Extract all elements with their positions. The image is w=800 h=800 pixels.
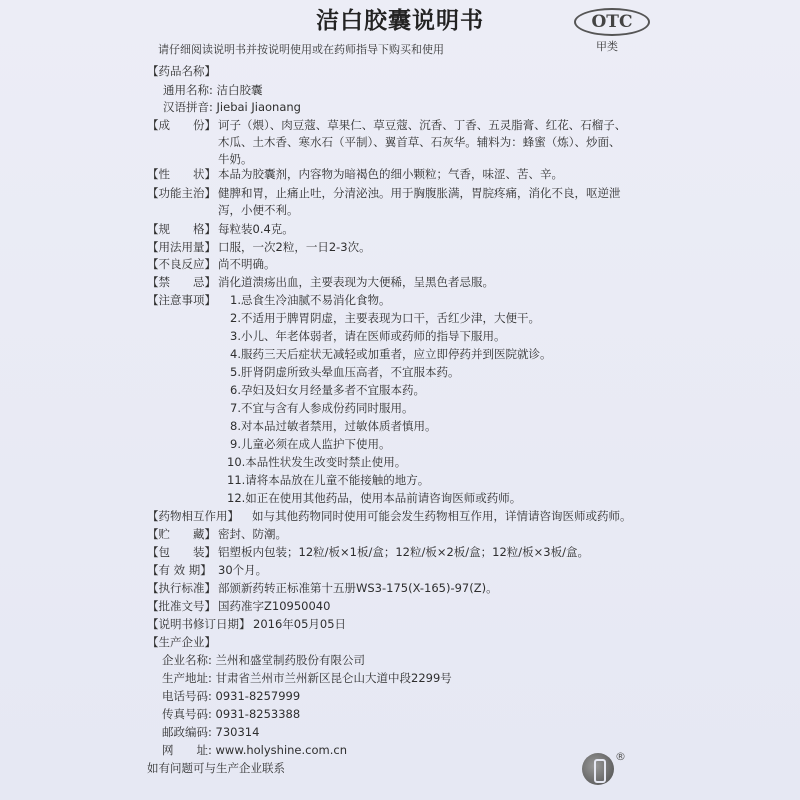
storage-value: 密封、防潮。 — [218, 527, 287, 541]
precaution-item: 1.忌食生冷油腻不易消化食物。 — [230, 293, 391, 307]
revision-label: 【说明书修订日期】 — [147, 617, 251, 631]
precaution-item: 5.肝肾阴虚所致头晕血压高者，不宜服本药。 — [230, 365, 460, 379]
ingredients-line: 诃子（煨）、肉豆蔻、草果仁、草豆蔻、沉香、丁香、五灵脂膏、红花、石榴子、 — [218, 118, 627, 132]
manufacturer-name-label: 企业名称: — [162, 653, 212, 667]
precaution-item: 10.本品性状发生改变时禁止使用。 — [227, 455, 407, 469]
otc-mark: OTC — [574, 8, 650, 36]
indications-line: 健脾和胃，止痛止吐，分清泌浊。用于胸腹胀满，胃脘疼痛，消化不良，呕逆泄 — [218, 186, 621, 200]
common-name-value: 洁白胶囊 — [216, 83, 263, 97]
pinyin-name — [163, 99, 301, 115]
interactions-label: 【药物相互作用】 — [147, 509, 239, 523]
manufacturer-header: 【生产企业】 — [147, 635, 216, 649]
document-title: 洁白胶囊说明书 — [316, 8, 484, 34]
validity-label: 【有 效 期】 — [147, 563, 212, 577]
manufacturer-postcode-value: 730314 — [215, 725, 260, 739]
manufacturer-postcode-label: 邮政编码: — [162, 725, 212, 739]
manufacturer-fax-value: 0931-8253388 — [215, 707, 301, 721]
manufacturer-address-value: 甘肃省兰州市兰州新区昆仑山大道中段2299号 — [215, 671, 452, 685]
manufacturer-phone — [162, 688, 300, 704]
pinyin-label: 汉语拼音: — [163, 100, 213, 114]
manufacturer-name — [162, 652, 365, 668]
precaution-item: 2.不适用于脾胃阴虚，主要表现为口干，舌红少津，大便干。 — [230, 311, 540, 325]
dosage-value: 口服，一次2粒，一日2-3次。 — [218, 240, 371, 254]
precaution-item: 7.不宜与含有人参成份药同时服用。 — [230, 401, 414, 415]
otc-grade: 甲类 — [596, 40, 618, 53]
precaution-item: 8.对本品过敏者禁用，过敏体质者慎用。 — [230, 419, 437, 433]
precaution-item: 4.服药三天后症状无减轻或加重者，应立即停药并到医院就诊。 — [230, 347, 552, 361]
validity-value: 30个月。 — [218, 563, 268, 577]
interactions-value: 如与其他药物同时使用可能会发生药物相互作用，详情请咨询医师或药师。 — [252, 509, 632, 523]
manufacturer-address — [162, 670, 452, 686]
adverse-value: 尚不明确。 — [218, 257, 276, 271]
dosage-label: 【用法用量】 — [147, 240, 216, 254]
precaution-item: 12.如正在使用其他药品，使用本品前请咨询医师或药师。 — [227, 491, 522, 505]
approval-value: 国药准字Z10950040 — [218, 599, 331, 613]
standard-value: 部颁新药转正标准第十五册WS3-175(X-165)-97(Z)。 — [218, 581, 498, 595]
packaging-label: 【包 装】 — [147, 545, 216, 559]
manufacturer-postcode — [162, 724, 259, 740]
precaution-item: 11.请将本品放在儿童不能接触的地方。 — [227, 473, 430, 487]
usage-notice: 请仔细阅读说明书并按说明使用或在药师指导下购买和使用 — [158, 43, 444, 56]
common-name-label: 通用名称: — [163, 83, 213, 97]
standard-label: 【执行标准】 — [147, 581, 216, 595]
contraindications-value: 消化道溃疡出血，主要表现为大便稀，呈黑色者忌服。 — [218, 275, 494, 289]
manufacturer-phone-label: 电话号码: — [162, 689, 212, 703]
revision-value: 2016年05月05日 — [253, 617, 347, 631]
company-logo-icon — [582, 753, 614, 785]
precaution-item: 9.儿童必须在成人监护下使用。 — [230, 437, 391, 451]
manufacturer-address-label: 生产地址: — [162, 671, 212, 685]
manufacturer-fax-label: 传真号码: — [162, 707, 212, 721]
manufacturer-website — [162, 742, 347, 758]
manufacturer-website-value: www.holyshine.com.cn — [215, 743, 347, 757]
manufacturer-fax — [162, 706, 300, 722]
properties-label: 【性 状】 — [147, 167, 216, 181]
approval-label: 【批准文号】 — [147, 599, 216, 613]
precaution-item: 3.小儿、年老体弱者，请在医师或药师的指导下服用。 — [230, 329, 506, 343]
specification-label: 【规 格】 — [147, 222, 216, 236]
manufacturer-website-label: 网 址: — [162, 743, 212, 757]
ingredients-line: 木瓜、土木香、寒水石（平制）、翼首草、石灰华。辅料为：蜂蜜（炼）、炒面、 — [218, 135, 621, 149]
manufacturer-phone-value: 0931-8257999 — [215, 689, 301, 703]
specification-value: 每粒装0.4克。 — [218, 222, 294, 236]
indications-label: 【功能主治】 — [147, 186, 216, 200]
adverse-label: 【不良反应】 — [147, 257, 216, 271]
registered-mark: ® — [615, 750, 626, 763]
precaution-item: 6.孕妇及妇女月经量多者不宜服本药。 — [230, 383, 425, 397]
pinyin-value: Jiebai Jiaonang — [216, 100, 301, 114]
ingredients-line: 牛奶。 — [218, 152, 253, 166]
common-name — [163, 82, 263, 98]
packaging-value: 铝塑板内包装；12粒/板×1板/盒；12粒/板×2板/盒；12粒/板×3板/盒。 — [218, 545, 590, 559]
indications-line: 泻，小便不利。 — [218, 203, 299, 217]
contraindications-label: 【禁 忌】 — [147, 275, 216, 289]
contact-note: 如有问题可与生产企业联系 — [147, 761, 285, 775]
precautions-label: 【注意事项】 — [147, 293, 216, 307]
storage-label: 【贮 藏】 — [147, 527, 216, 541]
manufacturer-name-value: 兰州和盛堂制药股份有限公司 — [215, 653, 366, 667]
properties-value: 本品为胶囊剂，内容物为暗褐色的细小颗粒；气香，味涩、苦、辛。 — [218, 167, 563, 181]
ingredients-label: 【成 份】 — [147, 118, 216, 132]
drug-name-header: 【药品名称】 — [147, 64, 216, 78]
